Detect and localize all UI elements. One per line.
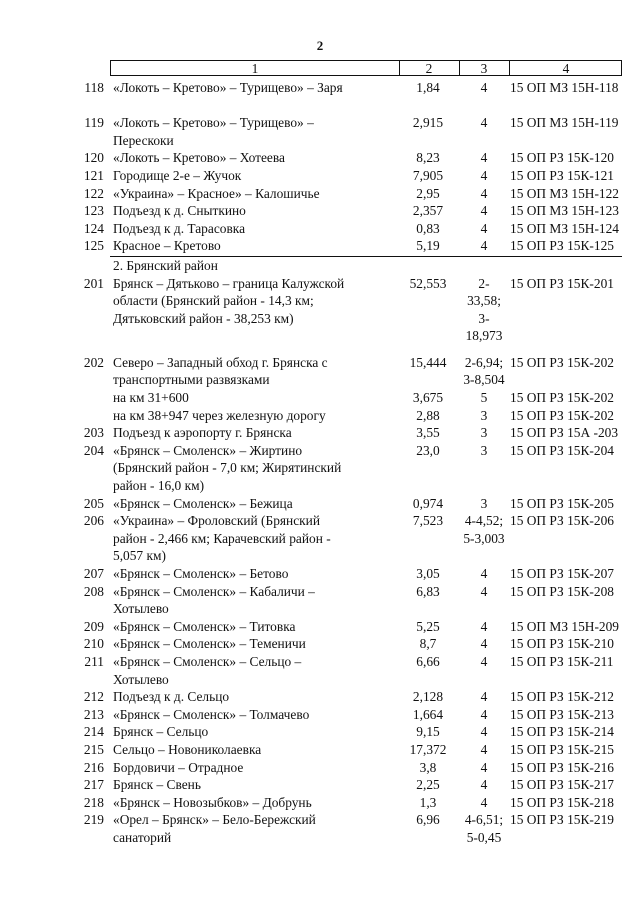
road-name-line: на км 31+600 (113, 390, 189, 405)
category-line: 3- (478, 310, 490, 326)
road-name (113, 389, 395, 407)
category-line: 4 (480, 618, 488, 634)
road-name-line: на км 38+947 через железную дорогу (113, 407, 326, 423)
length-km-line: 2,915 (412, 115, 444, 131)
category-line: 4 (480, 80, 488, 95)
category (460, 237, 508, 255)
road-code: 15 ОП РЗ 15К-210 (510, 636, 614, 652)
road-name-line: район - 2,466 км; Карачевский район - (113, 530, 331, 546)
road-name (113, 706, 395, 724)
length-km (398, 424, 458, 442)
length-km (398, 149, 458, 167)
road-name-line: Брянск – Сельцо (113, 724, 209, 740)
category (460, 759, 508, 777)
category (460, 424, 508, 442)
category-line: 4 (480, 583, 488, 599)
length-km (398, 635, 458, 653)
length-km (398, 354, 458, 372)
road-name-line: Хотылево (113, 671, 169, 687)
row-number: 205 (83, 495, 104, 511)
row-number: 218 (83, 794, 104, 810)
category-line: 3 (480, 495, 488, 511)
category (460, 706, 508, 724)
road-code: 15 ОП МЗ 15Н-209 (510, 618, 619, 634)
length-km-line: 0,83 (416, 220, 440, 236)
category (460, 565, 508, 583)
category-line: 2-6,94; (464, 354, 504, 370)
road-name-line: «Локоть – Кретово» – Турищево» – Заря (113, 80, 343, 95)
road-code: 15 ОП МЗ 15Н-123 (510, 203, 619, 219)
road-code: 15 ОП РЗ 15К-212 (510, 689, 614, 705)
road-name-line: «Брянск – Смоленск» – Бетово (113, 566, 289, 581)
length-km-line: 2,25 (416, 777, 440, 793)
category (460, 185, 508, 203)
table-row (0, 257, 640, 275)
length-km-line: 7,523 (412, 513, 444, 529)
road-code: 15 ОП РЗ 15К-218 (510, 794, 614, 810)
road-name (113, 811, 395, 846)
row-number: 204 (83, 442, 104, 458)
road-name-line: Брянск – Дятьково – граница Калужской (113, 275, 345, 291)
category (460, 407, 508, 425)
row-number: 124 (83, 220, 104, 236)
row-number: 210 (83, 636, 104, 652)
header-col-1: 1 (111, 61, 400, 76)
row-number: 213 (83, 706, 104, 722)
category-line: 4 (480, 759, 488, 775)
length-km (398, 811, 458, 829)
length-km (398, 776, 458, 794)
road-name-line: 5,057 км) (113, 548, 166, 564)
category-line: 4 (480, 566, 488, 581)
road-name-line: Хотылево (113, 601, 169, 617)
road-name (113, 565, 395, 583)
length-km-line: 1,84 (416, 80, 440, 95)
category-line: 4 (480, 115, 488, 131)
table-row (0, 794, 640, 812)
length-km (398, 653, 458, 671)
table-row (0, 706, 640, 724)
road-name-line: «Брянск – Смоленск» – Титовка (113, 618, 296, 634)
length-km-line: 8,7 (419, 636, 437, 652)
category-line: 4 (480, 742, 488, 757)
road-code: 15 ОП МЗ 15Н-124 (510, 220, 619, 236)
road-name-line: области (Брянский район - 14,3 км; (113, 293, 314, 309)
road-code: 15 ОП РЗ 15К-204 (510, 442, 614, 458)
table-row (0, 811, 640, 846)
category-line: 4 (480, 777, 488, 793)
category-line: 3-8,504 (463, 372, 505, 388)
length-km-line: 1,3 (419, 794, 437, 810)
road-name-line: «Локоть – Кретово» – Турищево» – (113, 115, 314, 131)
length-km (398, 759, 458, 777)
table-row (0, 407, 640, 425)
road-name (113, 653, 395, 688)
category-line: 5-3,003 (463, 530, 505, 546)
table-row (0, 759, 640, 777)
length-km (398, 723, 458, 741)
road-code: 15 ОП РЗ 15К-202 (510, 407, 614, 423)
length-km (398, 237, 458, 255)
length-km-line: 6,83 (416, 583, 440, 599)
road-name (113, 759, 395, 777)
length-km (398, 495, 458, 513)
length-km-line: 2,128 (412, 689, 444, 705)
category (460, 583, 508, 601)
length-km (398, 688, 458, 706)
road-name-line: Перескоки (113, 132, 174, 148)
category (460, 723, 508, 741)
category (460, 618, 508, 636)
row-number: 125 (83, 238, 104, 254)
table-row (0, 354, 640, 389)
road-name-line: санаторий (113, 829, 172, 845)
length-km (398, 389, 458, 407)
length-km-line: 5,25 (416, 618, 440, 634)
category-line: 4 (480, 185, 488, 201)
length-km-line: 3,8 (419, 759, 437, 775)
length-km (398, 565, 458, 583)
length-km (398, 741, 458, 759)
table-row (0, 723, 640, 741)
length-km-line: 0,974 (412, 495, 444, 511)
length-km-line: 9,15 (416, 724, 440, 740)
road-name-line: (Брянский район - 7,0 км; Жирятинский (113, 460, 342, 476)
category (460, 495, 508, 513)
road-code: 15 ОП РЗ 15К-202 (510, 390, 614, 405)
road-name-line: Сельцо – Новониколаевка (113, 742, 262, 757)
table-row (0, 688, 640, 706)
category (460, 653, 508, 671)
row-number: 202 (83, 354, 104, 370)
table-row (0, 237, 640, 255)
table-row (0, 275, 640, 345)
length-km (398, 167, 458, 185)
category (460, 354, 508, 389)
table-row (0, 114, 640, 149)
road-name (113, 167, 395, 185)
category (460, 275, 508, 345)
road-code: 15 ОП РЗ 15К-125 (510, 238, 614, 254)
table-row (0, 167, 640, 185)
table-row (0, 565, 640, 583)
category-line: 3 (480, 442, 488, 458)
length-km-line: 3,55 (416, 425, 440, 441)
length-km-line: 8,23 (416, 150, 440, 166)
length-km-line: 23,0 (416, 442, 440, 458)
length-km-line: 3,675 (412, 390, 444, 405)
road-name-line: «Брянск – Смоленск» – Жиртино (113, 442, 303, 458)
road-name-line: 2. Брянский район (113, 258, 218, 273)
length-km-line: 52,553 (409, 275, 447, 291)
length-km (398, 512, 458, 530)
category (460, 114, 508, 132)
length-km-line: 6,66 (416, 654, 440, 669)
road-code: 15 ОП МЗ 15Н-119 (510, 115, 619, 131)
road-name-line: Красное – Кретово (113, 238, 221, 254)
length-km-line: 2,357 (412, 203, 444, 219)
table-row (0, 149, 640, 167)
category-line: 33,58; (467, 293, 501, 309)
road-code: 15 ОП РЗ 15К-211 (510, 654, 614, 669)
road-name (113, 583, 395, 618)
length-km-line: 1,664 (412, 706, 444, 722)
road-name (113, 407, 395, 425)
road-name-line: Бордовичи – Отрадное (113, 759, 244, 775)
length-km-line: 15,444 (409, 354, 447, 370)
row-number: 209 (83, 618, 104, 634)
table-row (0, 635, 640, 653)
length-km (398, 706, 458, 724)
row-number: 201 (83, 275, 104, 291)
road-name-line: Подъезд к д. Тарасовка (113, 220, 246, 236)
road-code: 15 ОП РЗ 15К-120 (510, 150, 614, 166)
category-line: 4 (480, 220, 488, 236)
road-name-line: Подъезд к д. Сныткино (113, 203, 246, 219)
road-code: 15 ОП РЗ 15К-219 (510, 812, 614, 828)
row-number: 219 (83, 812, 104, 828)
length-km (398, 202, 458, 220)
category-line: 3 (480, 425, 488, 441)
road-name (113, 202, 395, 220)
category-line: 4 (480, 636, 488, 652)
road-name-line: «Орел – Брянск» – Бело-Бережский (113, 812, 316, 828)
row-number: 120 (83, 150, 104, 166)
road-code: 15 ОП РЗ 15А -203 (510, 425, 619, 441)
row-number: 206 (83, 513, 104, 529)
category-line: 3 (480, 407, 488, 423)
header-col-3: 3 (459, 61, 510, 76)
road-name (113, 741, 395, 759)
header-col-4: 4 (562, 61, 570, 76)
category (460, 512, 508, 547)
category (460, 202, 508, 220)
row-number: 215 (83, 742, 104, 757)
category-line: 4 (480, 654, 488, 669)
table-row (0, 185, 640, 203)
category-line: 4-4,52; (464, 513, 504, 529)
length-km-line: 5,19 (416, 238, 440, 254)
road-name-line: «Брянск – Смоленск» – Теменичи (113, 636, 306, 652)
table-row (0, 583, 640, 618)
category (460, 220, 508, 238)
road-name (113, 495, 395, 513)
road-name (113, 618, 395, 636)
road-code: 15 ОП РЗ 15К-121 (510, 168, 614, 183)
road-code: 15 ОП РЗ 15К-208 (510, 583, 614, 599)
road-code: 15 ОП РЗ 15К-205 (510, 495, 614, 511)
category (460, 442, 508, 460)
category-line: 18,973 (465, 328, 503, 344)
row-number: 121 (83, 168, 104, 183)
length-km-line: 6,96 (416, 812, 440, 828)
table-row (0, 79, 640, 97)
page-number: 2 (316, 38, 324, 53)
length-km (398, 185, 458, 203)
table-row (0, 495, 640, 513)
category-line: 4 (480, 706, 488, 722)
road-code: 15 ОП РЗ 15К-206 (510, 513, 614, 529)
row-number: 207 (83, 566, 104, 581)
road-name-line: «Украина» – Фроловский (Брянский (113, 513, 320, 529)
length-km-line: 17,372 (409, 742, 447, 757)
category-line: 4 (480, 150, 488, 166)
road-code: 15 ОП МЗ 15Н-122 (510, 185, 619, 201)
length-km (398, 618, 458, 636)
road-name-line: «Брянск – Смоленск» – Сельцо – (113, 654, 302, 669)
table-row (0, 653, 640, 688)
row-number: 214 (83, 724, 104, 740)
row-number: 203 (83, 425, 104, 441)
row-number: 118 (84, 80, 104, 95)
road-code: 15 ОП МЗ 15Н-118 (510, 80, 619, 95)
road-code: 15 ОП РЗ 15К-213 (510, 706, 614, 722)
category-line: 4 (480, 724, 488, 740)
road-name-line: «Брянск – Смоленск» – Кабаличи – (113, 583, 315, 599)
length-km-line: 7,905 (412, 168, 444, 183)
length-km-line: 2,88 (416, 407, 440, 423)
road-name (113, 220, 395, 238)
row-number: 123 (83, 203, 104, 219)
table-row (0, 741, 640, 759)
category (460, 149, 508, 167)
category-line: 4 (480, 168, 488, 183)
road-name (113, 275, 395, 328)
road-code: 15 ОП РЗ 15К-214 (510, 724, 614, 740)
road-name-line: Подъезд к аэропорту г. Брянска (113, 425, 292, 441)
table-row (0, 424, 640, 442)
road-name (113, 185, 395, 203)
road-name-line: Северо – Западный обход г. Брянска с (113, 354, 328, 370)
road-code: 15 ОП РЗ 15К-201 (510, 275, 614, 291)
road-name (113, 635, 395, 653)
category (460, 635, 508, 653)
length-km (398, 114, 458, 132)
road-name (113, 114, 395, 149)
length-km (398, 583, 458, 601)
category (460, 811, 508, 846)
length-km (398, 79, 458, 97)
category (460, 167, 508, 185)
category (460, 688, 508, 706)
table-row (0, 442, 640, 495)
road-name (113, 149, 395, 167)
category-line: 4-6,51; (464, 812, 504, 828)
road-name-line: «Брянск – Смоленск» – Бежица (113, 495, 293, 511)
header-col-2: 2 (399, 61, 460, 76)
road-name (113, 257, 395, 275)
category-line: 4 (480, 689, 488, 705)
road-name (113, 794, 395, 812)
table-row (0, 202, 640, 220)
road-name-line: район - 16,0 км) (113, 477, 205, 493)
road-name-line: «Брянск – Смоленск» – Толмачево (113, 706, 310, 722)
row-number: 122 (83, 185, 104, 201)
category-line: 2- (478, 275, 490, 291)
road-name (113, 424, 395, 442)
road-code: 15 ОП РЗ 15К-207 (510, 566, 614, 581)
road-name (113, 723, 395, 741)
road-name-line: «Брянск – Новозыбков» – Добрунь (113, 794, 312, 810)
road-name-line: транспортными развязками (113, 372, 270, 388)
road-code: 15 ОП РЗ 15К-202 (510, 354, 614, 370)
road-code: 15 ОП РЗ 15К-217 (510, 777, 614, 793)
road-code: 15 ОП РЗ 15К-215 (510, 742, 614, 757)
table-header (110, 60, 622, 76)
category-line: 5 (480, 390, 488, 405)
road-name (113, 237, 395, 255)
road-name (113, 776, 395, 794)
row-number: 216 (83, 759, 104, 775)
length-km (398, 407, 458, 425)
road-name (113, 79, 395, 97)
length-km (398, 442, 458, 460)
row-number: 212 (83, 689, 104, 705)
length-km (398, 275, 458, 293)
row-number: 211 (84, 654, 104, 669)
road-name (113, 354, 395, 389)
road-name (113, 688, 395, 706)
table-row (0, 220, 640, 238)
road-name-line: Подъезд к д. Сельцо (113, 689, 230, 705)
category (460, 389, 508, 407)
category (460, 776, 508, 794)
row-number: 119 (84, 115, 104, 131)
length-km (398, 794, 458, 812)
road-name-line: «Локоть – Кретово» – Хотеева (113, 150, 285, 166)
road-name-line: Городище 2-е – Жучок (113, 168, 242, 183)
category-line: 4 (480, 238, 488, 254)
length-km (398, 220, 458, 238)
table-row (0, 776, 640, 794)
road-name-line: Дятьковский район - 38,253 км) (113, 310, 294, 326)
category (460, 79, 508, 97)
table-row (0, 512, 640, 565)
length-km-line: 2,95 (416, 185, 440, 201)
table-row (0, 389, 640, 407)
road-name (113, 442, 395, 495)
road-code: 15 ОП РЗ 15К-216 (510, 759, 614, 775)
road-name-line: «Украина» – Красное» – Калошичье (113, 185, 320, 201)
category (460, 741, 508, 759)
length-km-line: 3,05 (416, 566, 440, 581)
category (460, 794, 508, 812)
category-line: 4 (480, 794, 488, 810)
road-name (113, 512, 395, 565)
category-line: 4 (480, 203, 488, 219)
category-line: 5-0,45 (466, 829, 502, 845)
row-number: 208 (83, 583, 104, 599)
row-number: 217 (83, 777, 104, 793)
road-name-line: Брянск – Свень (113, 777, 201, 793)
table-row (0, 618, 640, 636)
